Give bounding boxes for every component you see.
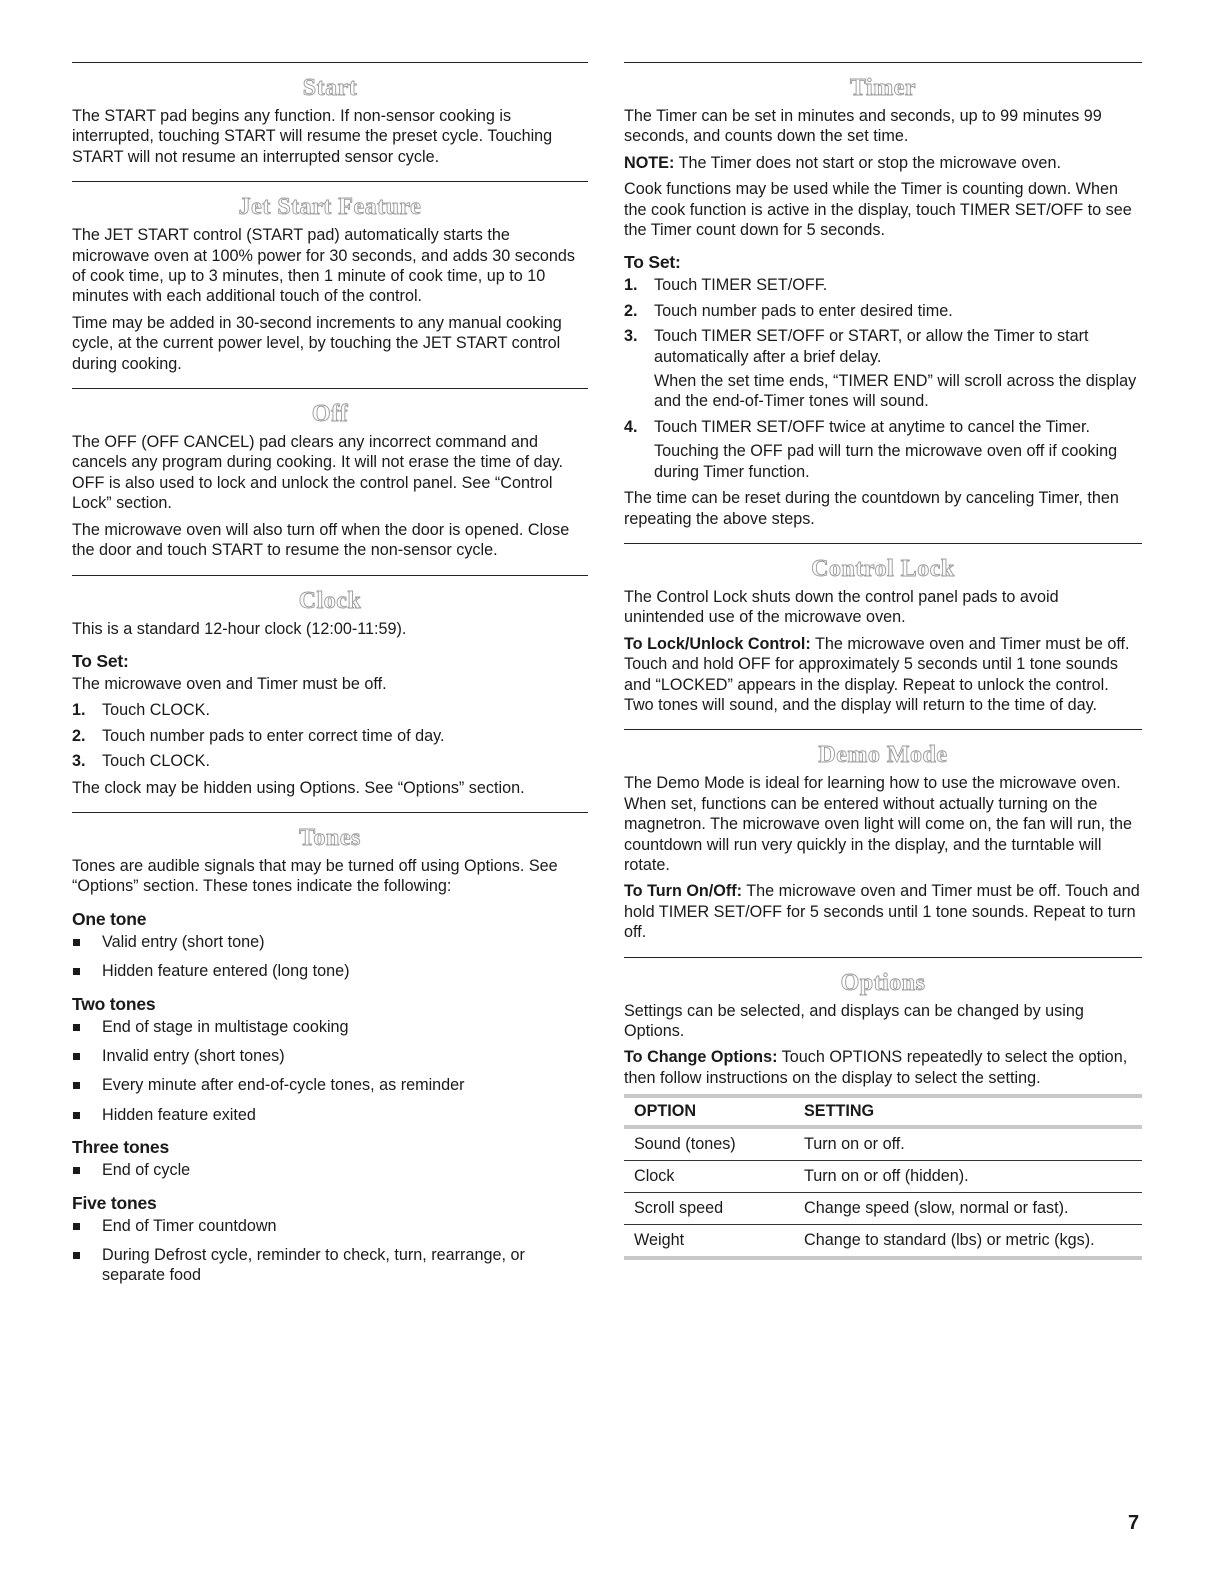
options-table-header <box>624 1096 1142 1127</box>
left-column <box>72 62 588 1300</box>
list-item: Every minute after end-of-cycle tones, as reminder <box>72 1075 588 1095</box>
table-row: Clock Turn on or off (hidden). <box>624 1161 1142 1193</box>
three-tones-list <box>72 1160 588 1180</box>
timer-steps <box>624 275 1142 482</box>
jet-paragraph-2: Time may be added in 30-second increments to any manual cooking cycle, at the current power level, by touching the JET START control during cooking. <box>72 313 562 373</box>
section-title-tones: Tones <box>299 824 361 851</box>
one-tone-subhead: One tone <box>72 908 147 929</box>
note-label: NOTE: <box>624 153 675 172</box>
jet-paragraph-1: The JET START control (START pad) automatically starts the microwave oven at 100% power for 30 seconds, and adds 30 seconds of cook time, up to 3 minutes, then 1 minute of cook time, up to 10 minutes with each additional touch of the control. <box>72 226 576 306</box>
timer-paragraph-1: The Timer can be set in minutes and seconds, up to 99 minutes 99 seconds, and counts down the set time. <box>624 107 1102 146</box>
tones-paragraph: Tones are audible signals that may be turned off using Options. See “Options” section. These tones indicate the following: <box>72 856 558 896</box>
two-tones-subhead: Two tones <box>72 993 156 1014</box>
three-tones-subhead: Three tones <box>72 1137 169 1158</box>
list-item: Hidden feature exited <box>72 1105 588 1125</box>
column-header-option: OPTION <box>634 1102 697 1121</box>
timer-note: NOTE: The Timer does not start or stop the microwave oven. <box>624 153 1061 172</box>
table-row: Scroll speed Change speed (slow, normal or fast). <box>624 1193 1142 1225</box>
one-tone-list <box>72 932 588 982</box>
bullet-icon <box>73 1082 80 1089</box>
section-title-off: Off <box>311 401 349 428</box>
five-tones-list <box>72 1216 588 1286</box>
list-item: End of cycle <box>72 1160 588 1180</box>
list-item: 2. Touch number pads to enter desired time. <box>624 301 953 320</box>
bullet-icon <box>73 1252 80 1259</box>
page-number: 7 <box>1128 1512 1140 1534</box>
list-item: Invalid entry (short tones) <box>72 1046 588 1066</box>
demo-paragraph-2: To Turn On/Off: The microwave oven and Timer must be off. Touch and hold TIMER SET/OFF for 5 seconds until 1 tone sounds. Repeat to turn off. <box>624 882 1140 942</box>
timer-subhead: To Set: <box>624 252 681 273</box>
clock-paragraph-3: The clock may be hidden using Options. See “Options” section. <box>72 778 525 797</box>
section-control-lock <box>624 543 1142 715</box>
section-tones <box>72 812 588 1286</box>
timer-paragraph-2: Cook functions may be used while the Timer is counting down. When the cook function is active in the display, touch TIMER SET/OFF to see the Timer count down for 5 seconds. <box>624 180 1132 240</box>
options-lead: To Change Options: <box>624 1048 778 1067</box>
section-title-options: Options <box>840 969 926 996</box>
list-item: 3. Touch CLOCK. <box>72 752 210 771</box>
section-off <box>72 388 588 560</box>
section-options <box>624 957 1142 1261</box>
options-paragraph-2: To Change Options: Touch OPTIONS repeatedly to select the option, then follow instructions on the display to select the setting. <box>624 1048 1128 1087</box>
table-row: Weight Change to standard (lbs) or metric (kgs). <box>634 1231 1095 1250</box>
bullet-icon <box>73 1053 80 1060</box>
bullet-icon <box>73 1223 80 1230</box>
list-item: 2. Touch number pads to enter correct time of day. <box>72 726 445 745</box>
section-title-demo-mode: Demo Mode <box>818 742 948 769</box>
bullet-icon <box>73 1024 80 1031</box>
clock-steps <box>72 700 588 771</box>
five-tones-subhead: Five tones <box>72 1192 157 1213</box>
section-title-control-lock: Control Lock <box>811 555 955 582</box>
bullet-icon <box>73 968 80 975</box>
timer-paragraph-3: The time can be reset during the countdown by canceling Timer, then repeating the above steps. <box>624 489 1119 528</box>
demo-paragraph-1: The Demo Mode is ideal for learning how to use the microwave oven. When set, functions can be entered without actually turning on the magnetron. The microwave oven light will come on, the fan will run, the countdown will run very quickly in the display, and the turntable will rotate. <box>624 774 1133 874</box>
section-clock <box>72 575 588 798</box>
clock-paragraph-1: This is a standard 12-hour clock (12:00-11:59). <box>72 619 407 638</box>
lock-lead: To Lock/Unlock Control: <box>624 634 811 653</box>
start-paragraph: The START pad begins any function. If non-sensor cooking is interrupted, touching START will resume the preset cycle. Touching START will not resume an interrupted sensor cycle. <box>72 107 553 166</box>
column-header-setting: SETTING <box>804 1102 875 1121</box>
section-title-clock: Clock <box>298 587 362 614</box>
list-item: Valid entry (short tone) <box>72 932 588 952</box>
two-tones-list <box>72 1017 588 1126</box>
list-item: Hidden feature entered (long tone) <box>72 961 588 981</box>
bullet-icon <box>73 1112 80 1119</box>
off-paragraph-2: The microwave oven will also turn off when the door is opened. Close the door and touch START to resume the non-sensor cycle. <box>72 520 570 560</box>
list-item: 3. Touch TIMER SET/OFF or START, or allow the Timer to start automatically after a brief delay. When the set time ends, “TIMER END” will scroll across the display and the end-of-Timer tones will sound. <box>624 327 1137 411</box>
lock-paragraph-2: To Lock/Unlock Control: The microwave oven and Timer must be off. Touch and hold OFF for approximately 5 seconds until 1 tone sounds and “LOCKED” appears in the display. Repeat to unlock the control. Two tones will sound, and the display will return to the time of day. <box>624 634 1130 714</box>
clock-subhead: To Set: <box>72 650 129 671</box>
section-demo-mode <box>624 729 1142 942</box>
section-jet-start <box>72 181 588 374</box>
list-item: During Defrost cycle, reminder to check, turn, rearrange, or separate food <box>72 1245 588 1286</box>
list-item: 4. Touch TIMER SET/OFF twice at anytime to cancel the Timer. Touching the OFF pad will turn the microwave oven off if cooking during Timer function. <box>624 417 1118 481</box>
options-table <box>624 1094 1142 1260</box>
options-paragraph-1: Settings can be selected, and displays can be changed by using Options. <box>624 1001 1084 1040</box>
section-title-jet-start: Jet Start Feature <box>238 194 422 221</box>
bullet-icon <box>73 1167 80 1174</box>
clock-paragraph-2: The microwave oven and Timer must be off. <box>72 674 387 693</box>
section-timer <box>624 62 1142 529</box>
list-item: 1. Touch TIMER SET/OFF. <box>624 276 828 295</box>
section-title-timer: Timer <box>849 75 917 101</box>
list-item: 1. Touch CLOCK. <box>72 701 210 720</box>
section-title-start: Start <box>302 75 358 101</box>
bullet-icon <box>73 939 80 946</box>
off-paragraph-1: The OFF (OFF CANCEL) pad clears any incorrect command and cancels any program during cooking. It will not erase the time of day. OFF is also used to lock and unlock the control panel. See “Control Lock” section. <box>72 433 563 513</box>
table-row: Sound (tones) Turn on or off. <box>624 1127 1142 1161</box>
demo-lead: To Turn On/Off: <box>624 882 743 901</box>
section-start <box>72 62 588 167</box>
list-item: End of Timer countdown <box>72 1216 588 1236</box>
list-item: End of stage in multistage cooking <box>72 1017 588 1037</box>
right-column <box>624 62 1142 1274</box>
lock-paragraph-1: The Control Lock shuts down the control panel pads to avoid unintended use of the microwave oven. <box>624 587 1059 627</box>
